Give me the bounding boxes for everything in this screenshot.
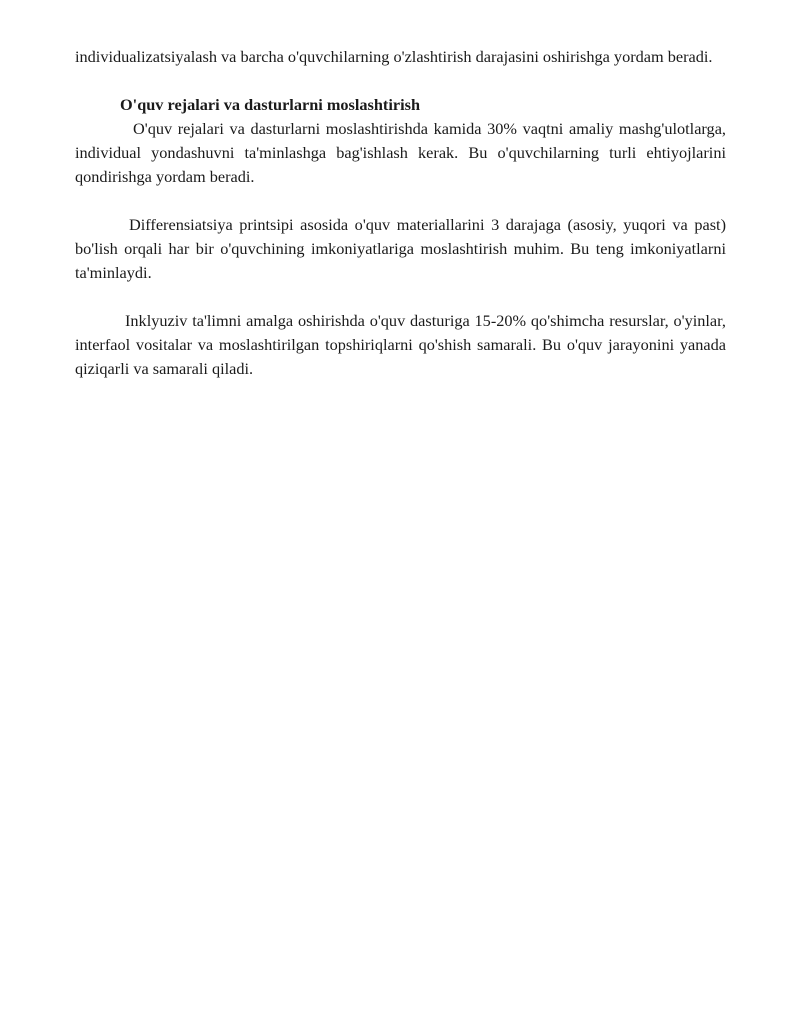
intro-paragraph: individualizatsiyalash va barcha o'quvchilarning o'zlashtirish darajasini oshirishga yordam beradi.: [75, 47, 713, 66]
section-heading: O'quv rejalari va dasturlarni moslashtirish: [120, 95, 421, 114]
document-page: [75, 45, 726, 381]
paragraph-inclusive-education: Inklyuziv ta'limni amalga oshirishda o'quv dasturiga 15-20% qo'shimcha resurslar, o'yinlar, interfaol vositalar va moslashtirilgan topshiriqlarni qo'shish samarali. Bu o'quv jarayonini yanada qiziqarli va samarali qiladi.: [75, 311, 726, 378]
paragraph-curriculum-adaptation: O'quv rejalari va dasturlarni moslashtirishda kamida 30% vaqtni amaliy mashg'ulotlarga, individual yondashuvni ta'minlashga bag'ishlash kerak. Bu o'quvchilarning turli ehtiyojlarini qondirishga yordam beradi.: [75, 119, 726, 186]
paragraph-differentiation: Differensiatsiya printsipi asosida o'quv materiallarini 3 darajaga (asosiy, yuqori va past) bo'lish orqali har bir o'quvchining imkoniyatlariga moslashtirish muhim. Bu teng imkoniyatlarni ta'minlaydi.: [75, 215, 726, 282]
